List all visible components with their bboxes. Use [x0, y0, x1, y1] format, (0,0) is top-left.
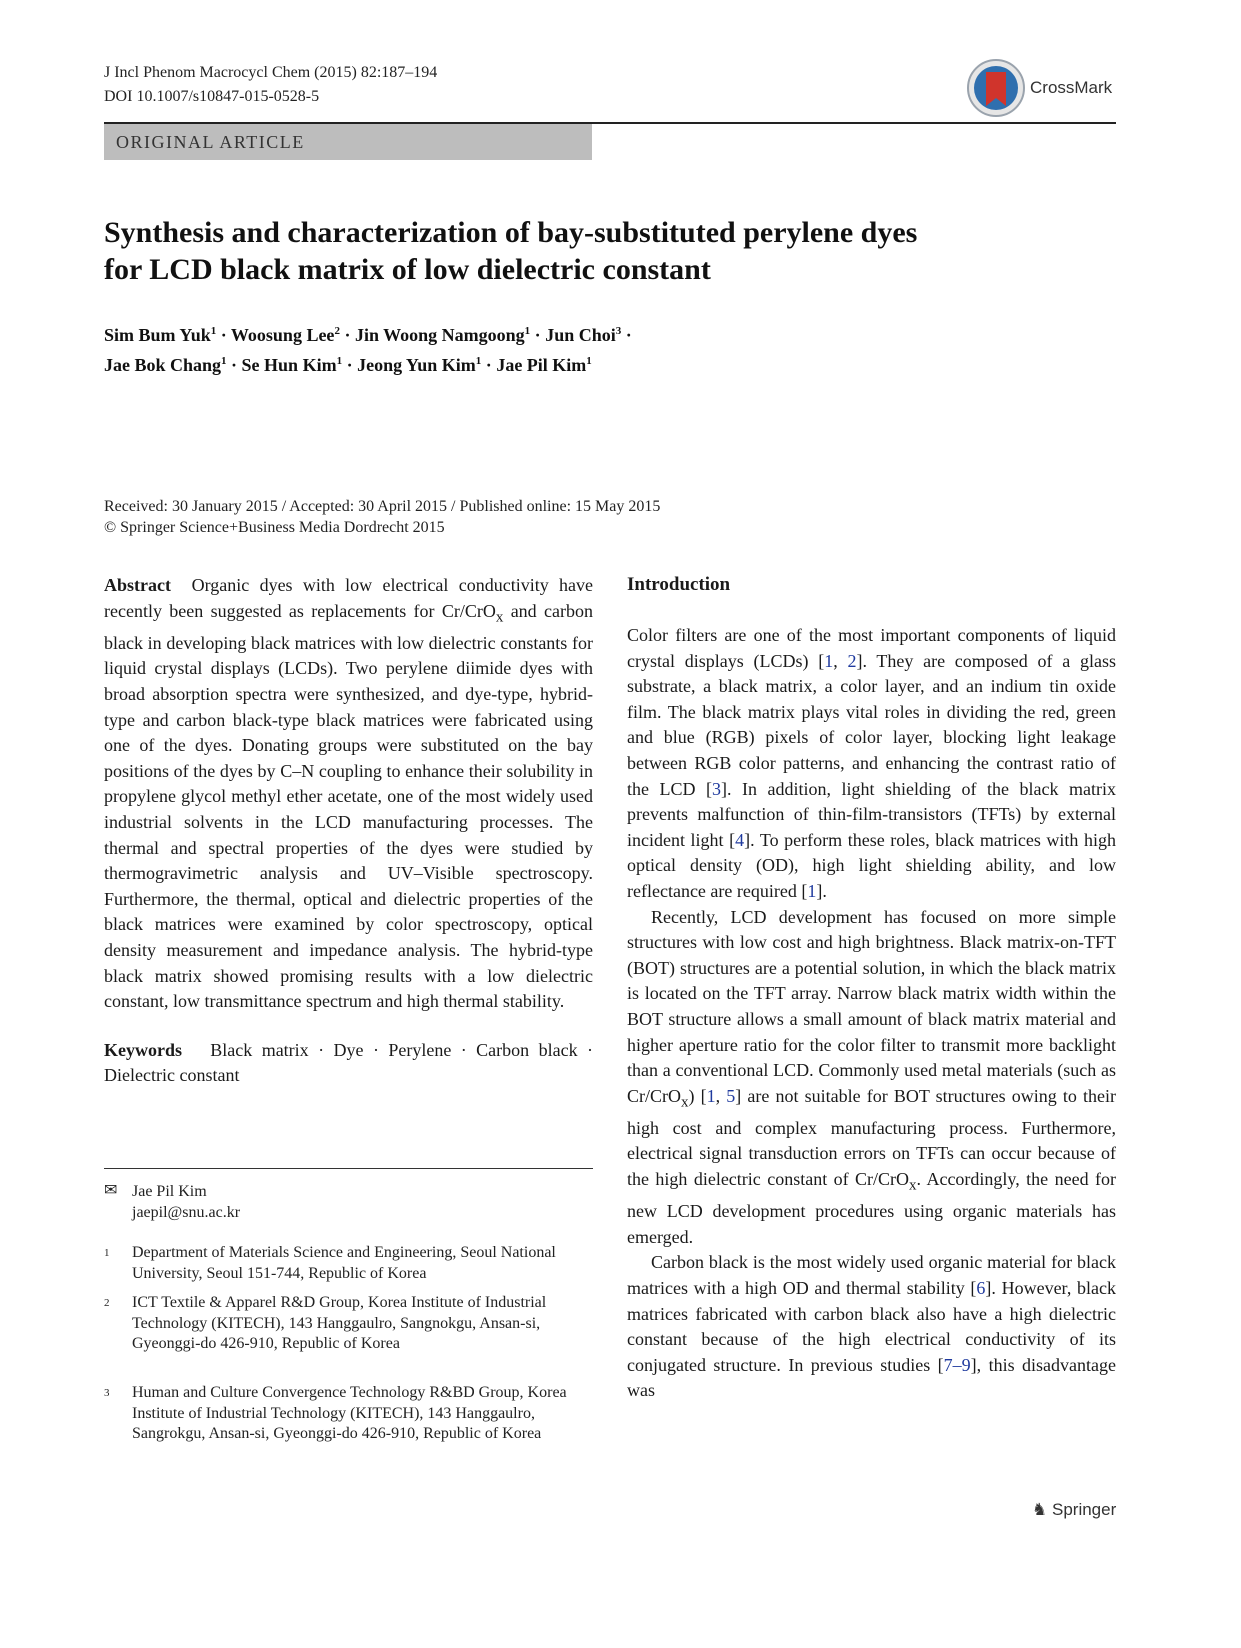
- dates-line: Received: 30 January 2015 / Accepted: 30 April 2015 / Published online: 15 May 2015: [104, 498, 661, 515]
- text-run: ]. They are composed of a glass substrate, a black matrix, a color layer, and an indium tin oxide film. The black matrix plays vital roles in dividing the red, green and blue (RGB) pixels of color layer, blocking light leakage between RGB color patterns, and enhancing the contrast ratio of the LCD [: [627, 650, 1117, 799]
- text-run: Carbon black is the most widely used organic material for black matrices with a high OD and thermal stability [: [627, 1252, 1116, 1299]
- journal-citation: J Incl Phenom Macrocycl Chem (2015) 82:187–194: [104, 64, 438, 81]
- crossmark-icon: [966, 58, 1026, 118]
- text-run: Recently, LCD development has focused on more simple structures with low cost and high brightness. Black matrix-on-TFT (BOT) structures are a potential solution, in which the black matrix is located on the TFT array. Narrow black matrix width within the BOT structure allows a small amount of black matrix material and higher aperture ratio for the color filter to transmit more backlight than a conventional LCD. Commonly used metal materials (such as Cr/CrO: [627, 906, 1116, 1106]
- publisher-logo: [1032, 1500, 1116, 1520]
- author-line-2: Jae Bok Chang$^1$ · Se Hun Kim$^1$ · Jeong Yun Kim$^1$ · Jae Pil Kim$^1$: [104, 355, 592, 375]
- corresponding-email[interactable]: jaepil@snu.ac.kr: [132, 1203, 241, 1221]
- affiliation-number: 2: [104, 1297, 110, 1309]
- text-run: ,: [715, 1085, 727, 1106]
- affiliation-marker: 1: [475, 355, 482, 367]
- abstract-text-cont: and carbon black in developing black matrices with low dielectric constants for liquid crystal displays (LCDs). Two perylene diimide dyes with broad absorption spectra were synthesized, and dye-type, hybrid-type and carbon black-type black matrices were fabricated using one of the dyes. Donating groups were substituted on the bay positions of the dyes by C–N coupling to enhance their solubility in propylene glycol methyl ether acetate, one of the most widely used industrial solvents in the LCD manufacturing processes. The thermal and spectral properties of the dyes were studied by thermogravimetric analysis and UV–Visible spectroscopy. Furthermore, the thermal, optical and dielectric properties of the black matrices were examined by color spectroscopy, optical density measurement and impedance analysis. The hybrid-type black matrix showed promising results with a low dielectric constant, low transmittance spectrum and high thermal stability.: [104, 600, 593, 1012]
- introduction-body: [627, 623, 1116, 1404]
- affiliation-number: 1: [104, 1247, 110, 1259]
- footnote-rule: [104, 1168, 593, 1169]
- abstract-text: Organic dyes with low electrical conductivity have recently been suggested as replacements for Cr/CrO: [104, 575, 593, 621]
- text-run: ].: [816, 880, 827, 901]
- affiliation-marker: 1: [221, 355, 227, 367]
- corresponding-author: Jae Pil Kim: [132, 1183, 207, 1200]
- affiliation-1: [104, 1243, 593, 1284]
- affiliation-marker: 2: [334, 325, 340, 337]
- citation-link[interactable]: 7–9: [943, 1354, 971, 1375]
- affiliation-text: Department of Materials Science and Engineering, Seoul National University, Seoul 151-744, Republic of Korea: [132, 1244, 556, 1282]
- author-name[interactable]: Sim Bum Yuk: [104, 325, 211, 345]
- affiliation-marker: 1: [336, 355, 343, 367]
- text-run: Color filters are one of the most important components of liquid crystal displays (LCDs) [: [627, 625, 1116, 671]
- article-title: [104, 214, 1064, 288]
- affiliation-marker: 1: [586, 355, 592, 367]
- keywords-text: Black matrix · Dye · Perylene · Carbon black · Dielectric constant: [104, 1039, 593, 1086]
- affiliation-3: [104, 1383, 593, 1445]
- correspondence-block: [104, 1182, 593, 1223]
- introduction-heading: Introduction: [627, 574, 731, 595]
- affiliation-text: Human and Culture Convergence Technology R&BD Group, Korea Institute of Industrial Technology (KITECH), 143 Hanggaulro, Sangrokgu, Ansan-si, Gyeonggi-do 426-910, Republic of Korea: [132, 1384, 567, 1442]
- title-line-2: for LCD black matrix of low dielectric constant: [104, 253, 711, 286]
- subscript: x: [681, 1094, 689, 1111]
- text-run: . Accordingly, the need for new LCD development procedures using organic materials has emerged.: [627, 1169, 1116, 1247]
- abstract-section: [104, 573, 593, 1089]
- text-run: ) [: [688, 1085, 707, 1106]
- author-name[interactable]: Jun Choi: [545, 325, 616, 345]
- affiliation-marker: 1: [524, 325, 531, 337]
- publication-dates: [104, 496, 660, 538]
- citation-link[interactable]: 2: [847, 650, 857, 671]
- affiliation-number: 3: [104, 1387, 110, 1399]
- author-name[interactable]: Woosung Lee: [230, 325, 335, 345]
- crossmark-label: CrossMark: [1030, 78, 1113, 97]
- affiliation-marker: 3: [615, 325, 622, 337]
- author-name[interactable]: Jae Bok Chang: [104, 355, 222, 375]
- keywords-paragraph: [104, 1038, 593, 1089]
- affiliation-2: [104, 1293, 593, 1355]
- citation-link[interactable]: 4: [735, 829, 745, 850]
- envelope-icon: ✉: [104, 1182, 118, 1199]
- text-run: ]. However, black matrices fabricated with carbon black also have a high dielectric constant because of the high electrical conductivity of its conjugated structure. In previous studies [: [627, 1278, 1116, 1375]
- author-name[interactable]: Jae Pil Kim: [496, 355, 587, 375]
- article-type-banner: ORIGINAL ARTICLE: [104, 124, 592, 160]
- affiliation-text: ICT Textile & Apparel R&D Group, Korea Institute of Industrial Technology (KITECH), 143 Hanggaulro, Sangnokgu, Ansan-si, Gyeonggi-do 426-910, Republic of Korea: [132, 1294, 547, 1352]
- text-run: ] are not suitable for BOT structures owing to their high cost and complex manufacturing process. Furthermore, electrical signal transduction errors on TFTs can occur because of the high dielectric constant of Cr/CrO: [627, 1085, 1116, 1190]
- citation-link[interactable]: 3: [712, 778, 721, 799]
- author-name[interactable]: Jeong Yun Kim: [357, 355, 476, 375]
- springer-horse-icon: ♞: [1032, 1500, 1048, 1519]
- text-run: ,: [833, 650, 848, 671]
- intro-paragraph-3: [627, 1250, 1116, 1404]
- abstract-label: Abstract: [104, 575, 171, 595]
- citation-link[interactable]: 1: [824, 650, 834, 671]
- abstract-paragraph: [104, 573, 593, 1015]
- author-line-1: Sim Bum Yuk$^1$ · Woosung Lee$^2$ · Jin Woong Namgoong$^1$ · Jun Choi$^3$ ·: [104, 325, 632, 345]
- doi[interactable]: DOI 10.1007/s10847-015-0528-5: [104, 88, 320, 105]
- keywords-label: Keywords: [104, 1039, 182, 1060]
- crossmark-badge[interactable]: [966, 58, 1116, 120]
- author-name[interactable]: Jin Woong Namgoong: [354, 325, 525, 345]
- affiliation-marker: 1: [210, 325, 217, 337]
- citation-link[interactable]: 1: [807, 880, 817, 901]
- text-run: ]. To perform these roles, black matrices with high optical density (OD), high light shielding ability, and low reflectance are required [: [627, 829, 1116, 901]
- author-list: [104, 318, 1104, 378]
- subscript: x: [909, 1177, 917, 1194]
- copyright-line: © Springer Science+Business Media Dordrecht 2015: [104, 519, 445, 536]
- publisher-name: Springer: [1051, 1500, 1117, 1519]
- title-line-1: Synthesis and characterization of bay-substituted perylene dyes: [104, 216, 918, 249]
- citation-link[interactable]: 5: [726, 1085, 736, 1106]
- text-run: ]. In addition, light shielding of the black matrix prevents malfunction of thin-film-transistors (TFTs) by external incident light [: [627, 778, 1116, 850]
- subscript: x: [495, 609, 504, 626]
- citation-link[interactable]: 1: [706, 1085, 716, 1106]
- citation-link[interactable]: 6: [976, 1278, 986, 1299]
- text-run: ], this disadvantage was: [627, 1354, 1117, 1401]
- author-name[interactable]: Se Hun Kim: [241, 355, 337, 375]
- intro-paragraph-1: [627, 623, 1116, 905]
- intro-paragraph-2: [627, 905, 1116, 1251]
